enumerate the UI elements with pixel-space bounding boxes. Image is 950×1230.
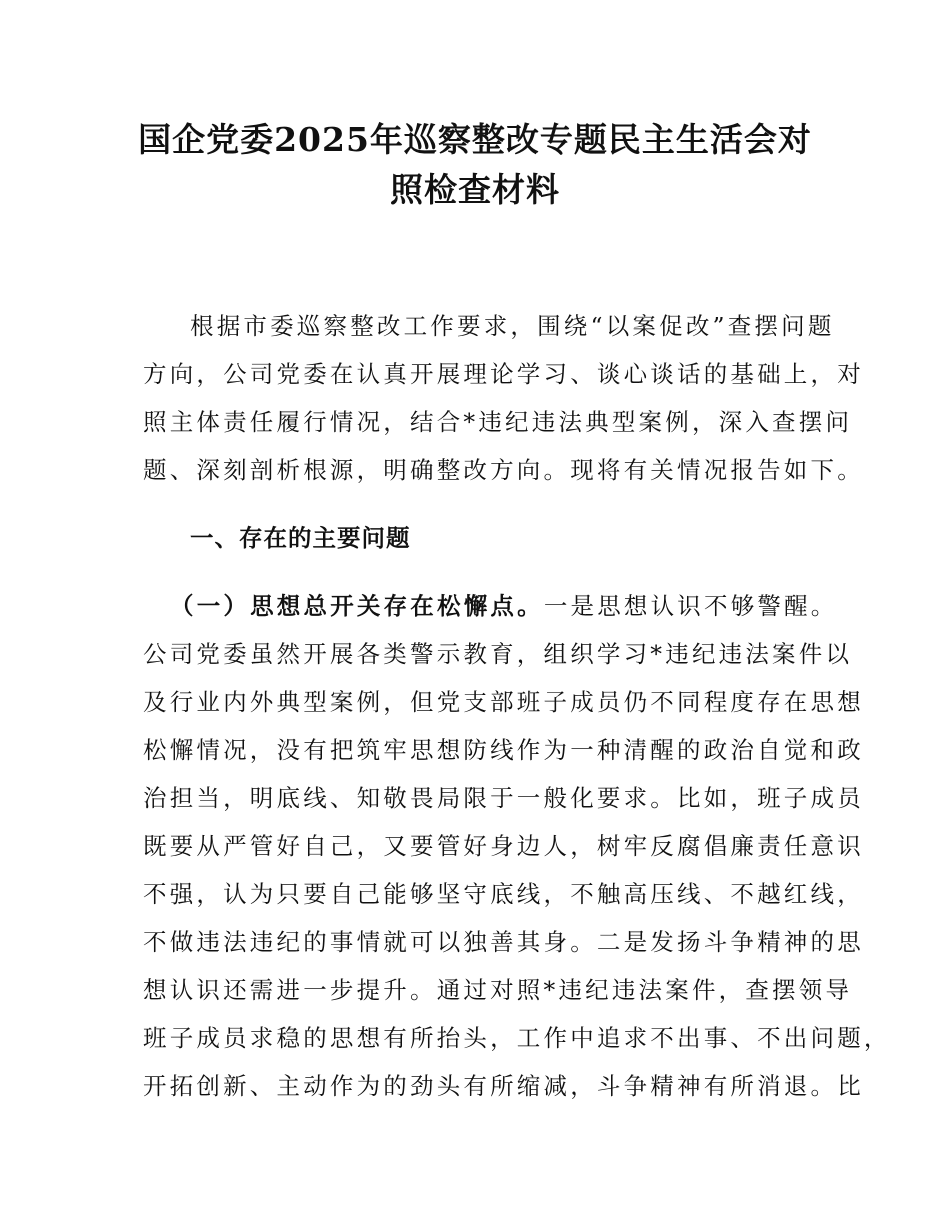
body-line: 想认识还需进一步提升。通过对照*违纪违法案件，查摆领导	[143, 976, 853, 1004]
body-line: 不强，认为只要自己能够坚守底线，不触高压线、不越红线，	[143, 880, 864, 908]
body-line: 公司党委虽然开展各类警示教育，组织学习*违纪违法案件以	[143, 640, 853, 668]
intro-line: 照主体责任履行情况，结合*违纪违法典型案例，深入查摆问	[143, 408, 853, 436]
body-line: 治担当，明底线、知敬畏局限于一般化要求。比如，班子成员	[143, 784, 864, 812]
body-line: 既要从严管好自己，又要管好身边人，树牢反腐倡廉责任意识	[143, 832, 864, 860]
intro-line: 题、深刻剖析根源，明确整改方向。现将有关情况报告如下。	[143, 456, 864, 484]
intro-line: 根据市委巡察整改工作要求，围绕“以案促改”查摆问题	[190, 312, 835, 340]
document-title-line-2: 照检查材料	[390, 170, 560, 209]
subsection-first-line	[170, 590, 838, 622]
body-line: 松懈情况，没有把筑牢思想防线作为一种清醒的政治自觉和政	[143, 736, 864, 764]
body-line: 不做违法违纪的事情就可以独善其身。二是发扬斗争精神的思	[143, 928, 864, 956]
subsection-first-text: 一是思想认识不够警醒。	[543, 592, 838, 620]
section-heading: 一、存在的主要问题	[190, 524, 411, 552]
subsection-heading: （一）思想总开关存在松懈点。	[170, 592, 544, 620]
body-line: 及行业内外典型案例，但党支部班子成员仍不同程度存在思想	[143, 688, 864, 716]
body-line: 班子成员求稳的思想有所抬头，工作中追求不出事、不出问题，	[143, 1024, 891, 1052]
body-line: 开拓创新、主动作为的劲头有所缩减，斗争精神有所消退。比	[143, 1072, 864, 1100]
document-title-line-1: 国企党委2025年巡察整改专题民主生活会对	[138, 120, 812, 159]
intro-line: 方向，公司党委在认真开展理论学习、谈心谈话的基础上，对	[143, 360, 864, 388]
